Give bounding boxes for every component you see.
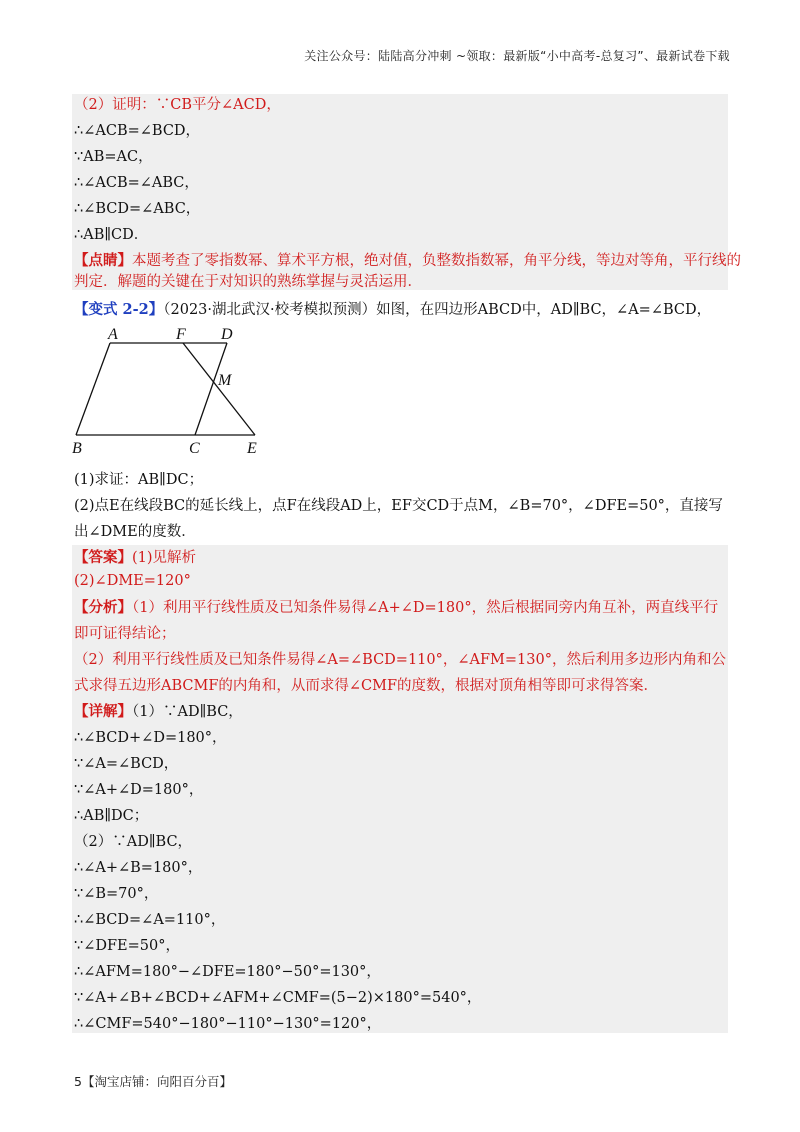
problem-tag: 【变式 2-2】 <box>74 301 164 318</box>
label-d: D <box>221 326 233 343</box>
label-e: E <box>247 440 257 457</box>
segment-dc <box>195 343 227 435</box>
detail-line-2: ∴∠BCD+∠D=180°， <box>74 730 227 746</box>
label-c: C <box>189 440 200 457</box>
question-1: (1)求证：AB∥DC； <box>74 472 204 488</box>
label-b: B <box>72 440 82 457</box>
detail-line-9: ∴∠BCD=∠A=110°， <box>74 912 226 928</box>
analysis-line-2: 即可证得结论； <box>74 626 176 642</box>
prev-solution-line-4: ∴∠ACB=∠ABC， <box>74 175 199 191</box>
detail-line-6: （2）∵AD∥BC， <box>74 834 193 850</box>
comment-text-1: 本题考查了零指数幂、算术平方根，绝对值，负整数指数幂，角平分线，等边对等角，平行线的 <box>132 253 741 269</box>
problem-source: （2023·湖北武汉·校考模拟预测） <box>163 302 377 318</box>
segment-fe <box>183 343 255 435</box>
detail-line-5: ∴AB∥DC； <box>74 808 149 824</box>
detail-line-8: ∵∠B=70°， <box>74 886 159 902</box>
prev-solution-line-1: （2）证明：∵CB平分∠ACD， <box>74 97 281 113</box>
detail-text-1: （1）∵AD∥BC， <box>132 704 243 720</box>
comment-line-1 <box>74 251 741 271</box>
prev-solution-line-3: ∵AB=AC， <box>74 149 153 165</box>
detail-line-7: ∴∠A+∠B=180°， <box>74 860 203 876</box>
detail-line-12: ∵∠A+∠B+∠BCD+∠AFM+∠CMF=(5−2)×180°=540°， <box>74 990 482 1006</box>
prev-solution-line-6: ∴AB∥CD． <box>74 227 149 243</box>
analysis-line-4: 式求得五边形ABCMF的内角和，从而求得∠CMF的度数，根据对顶角相等即可求得答案． <box>74 678 659 694</box>
detail-tag: 【详解】 <box>74 703 132 720</box>
detail-line-1 <box>74 702 243 722</box>
answer-line-1 <box>74 548 196 568</box>
label-f: F <box>176 326 186 343</box>
label-a: A <box>108 326 118 343</box>
prev-solution-line-2: ∴∠ACB=∠BCD， <box>74 123 201 139</box>
detail-line-10: ∵∠DFE=50°， <box>74 938 180 954</box>
detail-line-3: ∵∠A=∠BCD， <box>74 756 179 772</box>
answer-line-2: (2)∠DME=120° <box>74 573 191 589</box>
page-header: 关注公众号：陆陆高分冲刺 ~领取：最新版“小中高考-总复习”、最新试卷下载 <box>304 49 730 63</box>
answer-tag: 【答案】 <box>74 549 132 566</box>
segment-ab <box>76 343 110 435</box>
question-2-line-1: (2)点E在线段BC的延长线上，点F在线段AD上，EF交CD于点M，∠B=70°，∠DFE=50°，直接写 <box>74 498 723 514</box>
detail-line-13: ∴∠CMF=540°−180°−110°−130°=120°， <box>74 1016 382 1032</box>
answer-text-1: (1)见解析 <box>132 550 197 566</box>
label-m: M <box>218 372 232 389</box>
problem-stem: 如图，在四边形ABCD中，AD∥BC，∠A=∠BCD， <box>376 302 712 318</box>
analysis-line-1 <box>74 598 718 618</box>
comment-tag: 【点睛】 <box>74 252 132 269</box>
detail-line-11: ∴∠AFM=180°−∠DFE=180°−50°=130°， <box>74 964 381 980</box>
analysis-line-3: （2）利用平行线性质及已知条件易得∠A=∠BCD=110°，∠AFM=130°，然后利用多边形内角和公 <box>74 652 726 668</box>
geometry-figure <box>70 325 270 460</box>
problem-heading <box>74 300 711 320</box>
question-2-line-2: 出∠DME的度数． <box>74 524 196 540</box>
page-footer: 5【淘宝店铺：向阳百分百】 <box>74 1074 232 1089</box>
detail-line-4: ∵∠A+∠D=180°， <box>74 782 204 798</box>
prev-solution-line-5: ∴∠BCD=∠ABC， <box>74 201 201 217</box>
analysis-text-1: （1）利用平行线性质及已知条件易得∠A+∠D=180°，然后根据同旁内角互补，两直线平行 <box>132 600 719 616</box>
comment-line-2: 判定．解题的关键在于对知识的熟练掌握与灵活运用． <box>74 274 422 290</box>
analysis-tag: 【分析】 <box>74 599 132 616</box>
